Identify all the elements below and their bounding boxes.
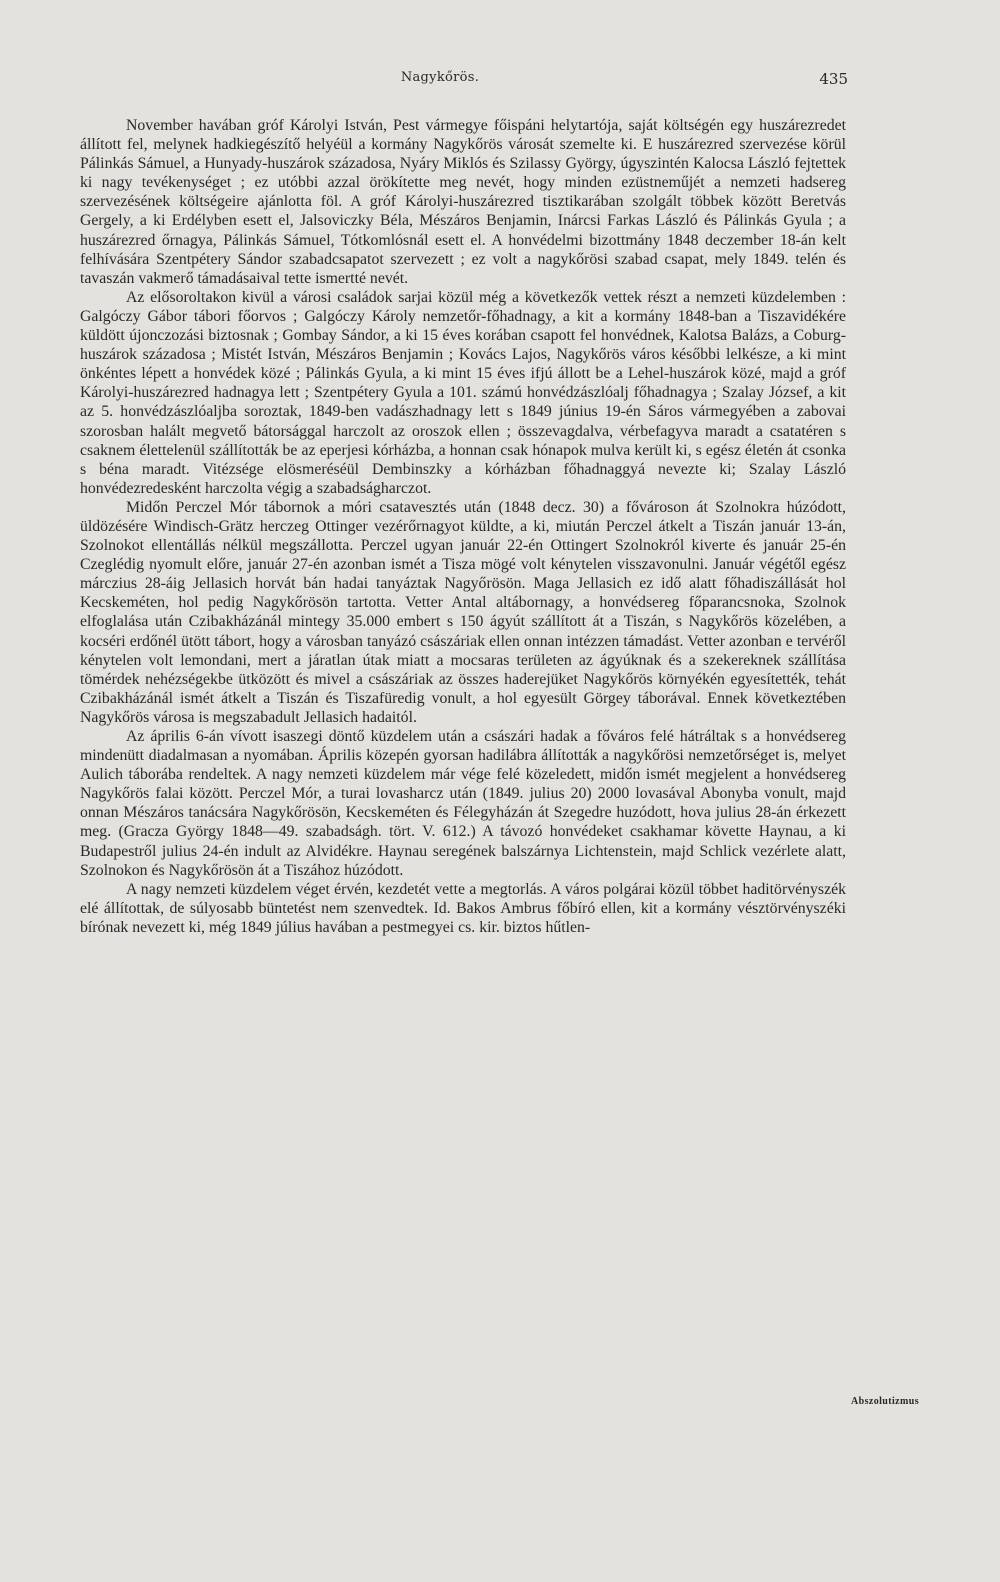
paragraph: Midőn Perczel Mór tábornok a móri csatavesztés után (1848 decz. 30) a fővároson át Szolnokra húzódott, üldözésére Windisch-Grätz herczeg Ottinger vezérőrnagyot küldte, a ki, miután Perczel átkelt a Tiszán január 13-án, Szolnokot ellentállás nélkül megszállotta. Perczel ugyan január 22-én Ottingert Szolnokról kiverte és január 25-én Czeglédig nyomult előre, január 27-én azonban ismét a Tisza mögé volt kénytelen visszavonulni. Január végétől egész márczius 28-áig Jellasich horvát bán hadai tanyáztak Nagyőrösön. Maga Jellasich ez idő alatt főhadiszállását hol Kecskeméten, hol pedig Nagykőrösön tartotta. Vetter Antal altábornagy, a honvédsereg főparancsnoka, Szolnok elfoglalása után Czibakházánál mintegy 35.000 embert s 150 ágyút szállított át a Tiszán, s Nagykőrös közelében, a kocséri erdőnél ütött tábort, hogy a városban tanyázó császáriak ellen onnan intézzen támadást. Vetter azonban e tervéről kénytelen volt lemondani, mert a járatlan útak miatt a mocsaras területen az ágyúknak és a szekereknek szállítása tömérdek nehézségekbe ütközött és mivel a császáriak az összes haderejüket Nagykőrös környékén egyesítették, tehát Czibakházánál ismét átkelt a Tiszán és Tiszafüredig vonult, a hol egyesült Görgey táborával. Ennek következtében Nagykőrös városa is megszabadult Jellasich hadaitól. xyxy=(80,498,846,726)
paragraph: Az elősoroltakon kivül a városi családok sarjai közül még a következők vettek részt a nemzeti küzdelemben : Galgóczy Gábor tábori főorvos ; Galgóczy Károly nemzetőr-főhadnagy, a kit a kormány 1848-ban a Tiszavidékére küldött újonczozási biztosnak ; Gombay Sándor, a ki 15 éves korában csapott fel honvédnek, Kalotsa Balázs, a Coburg-huszárok századosa ; Mistét István, Mészáros Benjamin ; Kovács Lajos, Nagykőrös város későbbi lelkésze, a ki mint önkéntes lépett a honvédek közé ; Pálinkás Gyula, a ki mint 15 éves ifjú állott be a Lehel-huszárok közé, majd a gróf Károlyi-huszárezred hadnagya lett ; Szentpétery Gyula a 101. számú honvédzászlóalj főhadnagya ; Szalay József, a kit az 5. honvédzászlóaljba soroztak, 1849-ben vadászhadnagy lett s 1849 június 19-én Sáros vármegyében a zabovai szorosban halált megvető bátorsággal harczolt az oroszok ellen ; összevagdalva, vérbefagyva maradt a csatatéren s csaknem élettelenül szállították be az eperjesi kórházba, a honnan csak hónapok mulva került ki, s egész életén át csonka s béna maradt. Vitézsége elösmeréséül Dembinszky a kórházban főhadnaggyá nevezte ki; Szalay László honvédezredesként harczolta végig a szabadságharczot. xyxy=(80,288,846,497)
paragraph: A nagy nemzeti küzdelem véget érvén, kezdetét vette a megtorlás. A város polgárai közül többet haditörvényszék elé állítottak, de súlyosabb büntetést nem szenvedtek. Id. Bakos Ambrus főbíró ellen, kit a kormány vésztörvényszéki bírónak nevezett ki, még 1849 július havában a pestmegyei cs. kir. biztos hűtlen- xyxy=(80,880,846,936)
paragraph: Az április 6-án vívott isaszegi döntő küzdelem után a császári hadak a főváros felé hátráltak s a honvédsereg mindenütt diadalmasan a nyomában. Április közepén gyorsan hadilábra állították a nagykőrösi nemzetőrséget is, melyet Aulich táborába rendeltek. A nagy nemzeti küzdelem már vége felé közeledett, midőn ismét megjelent a honvédsereg Nagykőrös falai között. Perczel Mór, a turai lovasharcz után (1849. julius 20) 2000 lovasával Abonyba vonult, majd onnan Mészáros tanácsára Nagykőrösön, Kecskeméten és Félegyházán át Szegedre huzódott, hova julius 28-án érkezett meg. (Gracza György 1848—49. szabadságh. tört. V. 612.) A távozó honvédeket csakhamar követte Haynau, a ki Budapestről julius 24-én indult az Alvidékre. Haynau seregének balszárnya Lichtenstein, majd Schlick vezérlete alatt, Szolnokon és Nagykőrösön át a Tiszához húzódott. xyxy=(80,728,846,879)
page-header xyxy=(0,70,1000,92)
margin-note: Abszolutizmus xyxy=(851,1396,919,1407)
paragraph: November havában gróf Károlyi István, Pest vármegye főispáni helytartója, saját költségén egy huszárezredet állított fel, melynek hadkiegészítő helyéül a kormány Nagykőrös városát szemelte ki. E huszárezred szervezése körül Pálinkás Sámuel, a Hunyady-huszárok századosa, Nyáry Miklós és Szilassy György, úgyszintén Kalocsa László fejtettek ki nagy tevékenységet ; ez utóbbi azzal örökítette meg nevét, hogy minden ezüstneműjét a nemzeti hadsereg szervezésének költségeire ajánlotta föl. A gróf Károlyi-huszárezred tisztikarában szolgált többek között Beretvás Gergely, a ki Erdélyben esett el, Jalsoviczky Béla, Mészáros Benjamin, Inárcsi Farkas László és Pálinkás Gyula ; a huszárezred őrnagya, Pálinkás Sámuel, Tótkomlósnál esett el. A honvédelmi bizottmány 1848 deczember 18-án kelt felhívására Szentpétery Sándor szabadcsapatot szervezett ; ez volt a nagykőrösi szabad csapat, mely 1849. telén és tavaszán vakmerő támadásaival tette ismertté nevét. xyxy=(80,117,846,287)
body-text xyxy=(80,116,846,937)
page-number: 435 xyxy=(819,70,848,88)
running-title: Nagykőrös. xyxy=(400,70,480,85)
